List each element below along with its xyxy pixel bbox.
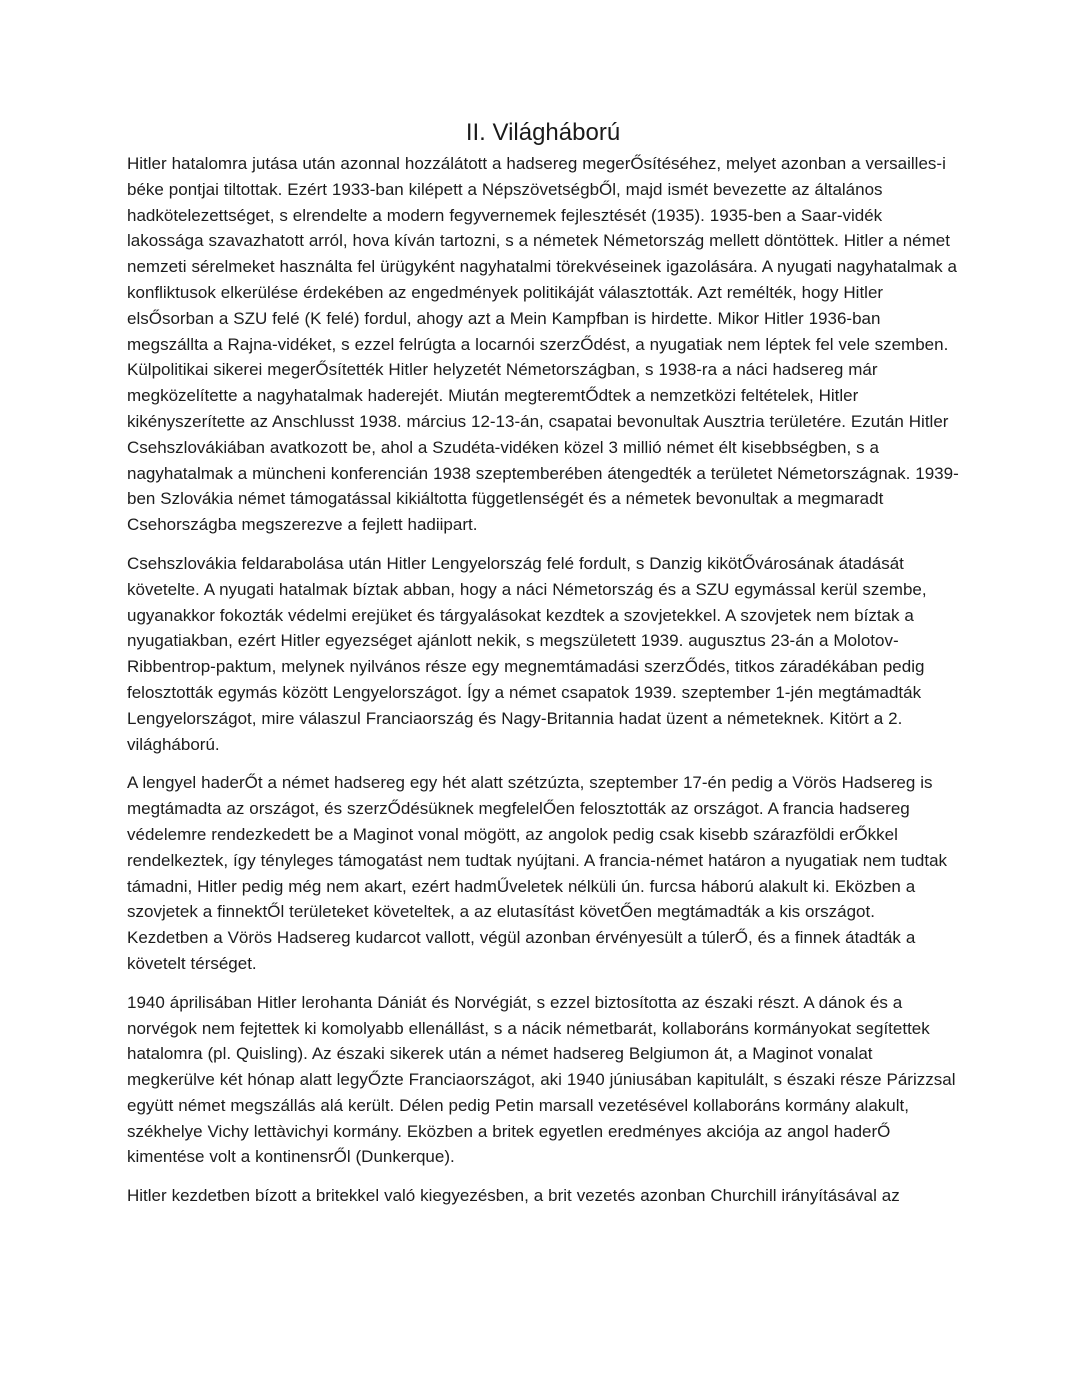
- paragraph-britain-intro: Hitler kezdetben bízott a britekkel való kiegyezésben, a brit vezetés azonban Churchill irányításával az: [127, 1186, 900, 1206]
- page-title: II. Világháború: [465, 119, 621, 146]
- paragraph-poland-pact: Csehszlovákia feldarabolása után Hitler Lengyelország felé fordult, s Danzig kikötŐvárosának átadását követelte. A nyugati hatalmak bíztak abban, hogy a náci Németország és a SZU egymással kerül szembe, ugyanakkor fokozták védelmi erejüket és tárgyalásokat kezdtek a szovjetekkel. A szovjetek nem bíztak a nyugatiakban, ezért Hitler egyezséget ajánlott nekik, s megszületett 1939. augusztus 23-án a Molotov-Ribbentrop-paktum, melynek nyilvános része egy megnemtámadási szerzŐdés, titkos záradékában pedig felosztották egymás között Lengyelországot. Így a német csapatok 1939. szeptember 1-jén megtámadták Lengyelországot, mire válaszul Franciaország és Nagy-Britannia hadat üzent a németeknek. Kitört a 2. világháború.: [127, 553, 927, 754]
- paragraph-phoney-war: A lengyel haderŐt a német hadsereg egy hét alatt szétzúzta, szeptember 17-én pedig a Vörös Hadsereg is megtámadta az országot, és szerzŐdésüknek megfelelŐen felosztották az országot. A francia hadsereg védelemre rendezkedett be a Maginot vonal mögött, az angolok pedig csak kisebb szárazföldi erŐkkel rendelkeztek, így tényleges támogatást nem tudtak nyújtani. A francia-német határon a nyugatiak nem tudtak támadni, Hitler pedig még nem akart, ezért hadmŰveletek nélküli ún. furcsa háború alakult ki. Eközben a szovjetek a finnektŐl területeket követeltek, a az elutasítást követŐen megtámadták a kis országot. Kezdetben a Vörös Hadsereg kudarcot vallott, végül azonban érvényesült a túlerŐ, és a finnek átadták a követelt térséget.: [127, 773, 948, 973]
- paragraph-1940-campaigns: 1940 áprilisában Hitler lerohanta Dániát és Norvégiát, s ezzel biztosította az északi részt. A dánok és a norvégok nem fejtettek ki komolyabb ellenállást, s a nácik németbarát, kollaboráns kormányokat segítettek hatalomra (pl. Quisling). Az északi sikerek után a német hadsereg Belgiumon át, a Maginot vonalat megkerülve két hónap alatt legyŐzte Franciaországot, aki 1940 júniusában kapitulált, s északi része Párizzsal együtt német megszállás alá került. Délen pedig Petin marsall vezetésével kollaboráns kormány alakult, székhelye Vichy lettàvichyi kormány. Eközben a britek egyetlen eredményes akciója az angol haderŐ kimentése volt a kontinensrŐl (Dunkerque).: [127, 992, 956, 1167]
- paragraph-hitler-rearmament: Hitler hatalomra jutása után azonnal hozzálátott a hadsereg megerŐsítéséhez, melyet azonban a versailles-i béke pontjai tiltottak. Ezért 1933-ban kilépett a NépszövetségbŐl, majd ismét bevezette az általános hadkötelezettséget, s elrendelte a modern fegyvernemek fejlesztését (1935). 1935-ben a Saar-vidék lakossága szavazhatott arról, hova kíván tartozni, s a németek Németország mellett döntöttek. Hitler a német nemzeti sérelmeket használta fel ürügyként nagyhatalmi törekvéseinek igazolására. A nyugati nagyhatalmak a konfliktusok elkerülése érdekében az engedmények politikáját választották. Azt remélték, hogy Hitler elsŐsorban a SZU felé (K felé) fordul, ahogy azt a Mein Kampfban is hirdette. Mikor Hitler 1936-ban megszállta a Rajna-vidéket, s ezzel felrúgta a locarnói szerzŐdést, a nyugatiak nem léptek fel vele szemben. Külpolitikai sikerei megerŐsítették Hitler helyzetét Németországban, s 1938-ra a náci hadsereg már megközelítette a nagyhatalmak haderejét. Miután megteremtŐdtek a nemzetközi feltételek, Hitler kikényszerítette az Anschlusst 1938. március 12-13-án, csapatai bevonultak Ausztria területére. Ezután Hitler Csehszlovákiában avatkozott be, ahol a Szudéta-vidéken közel 3 millió német élt kisebbségben, s a nagyhatalmak a müncheni konferencián 1938 szeptemberében átengedték a területet Németországnak. 1939-ben Szlovákia német támogatással kikiáltotta függetlenségét és a németek bevonultak a megmaradt Csehországba megszerezve a fejlett hadiipart.: [127, 154, 959, 535]
- document-content: [127, 118, 959, 1222]
